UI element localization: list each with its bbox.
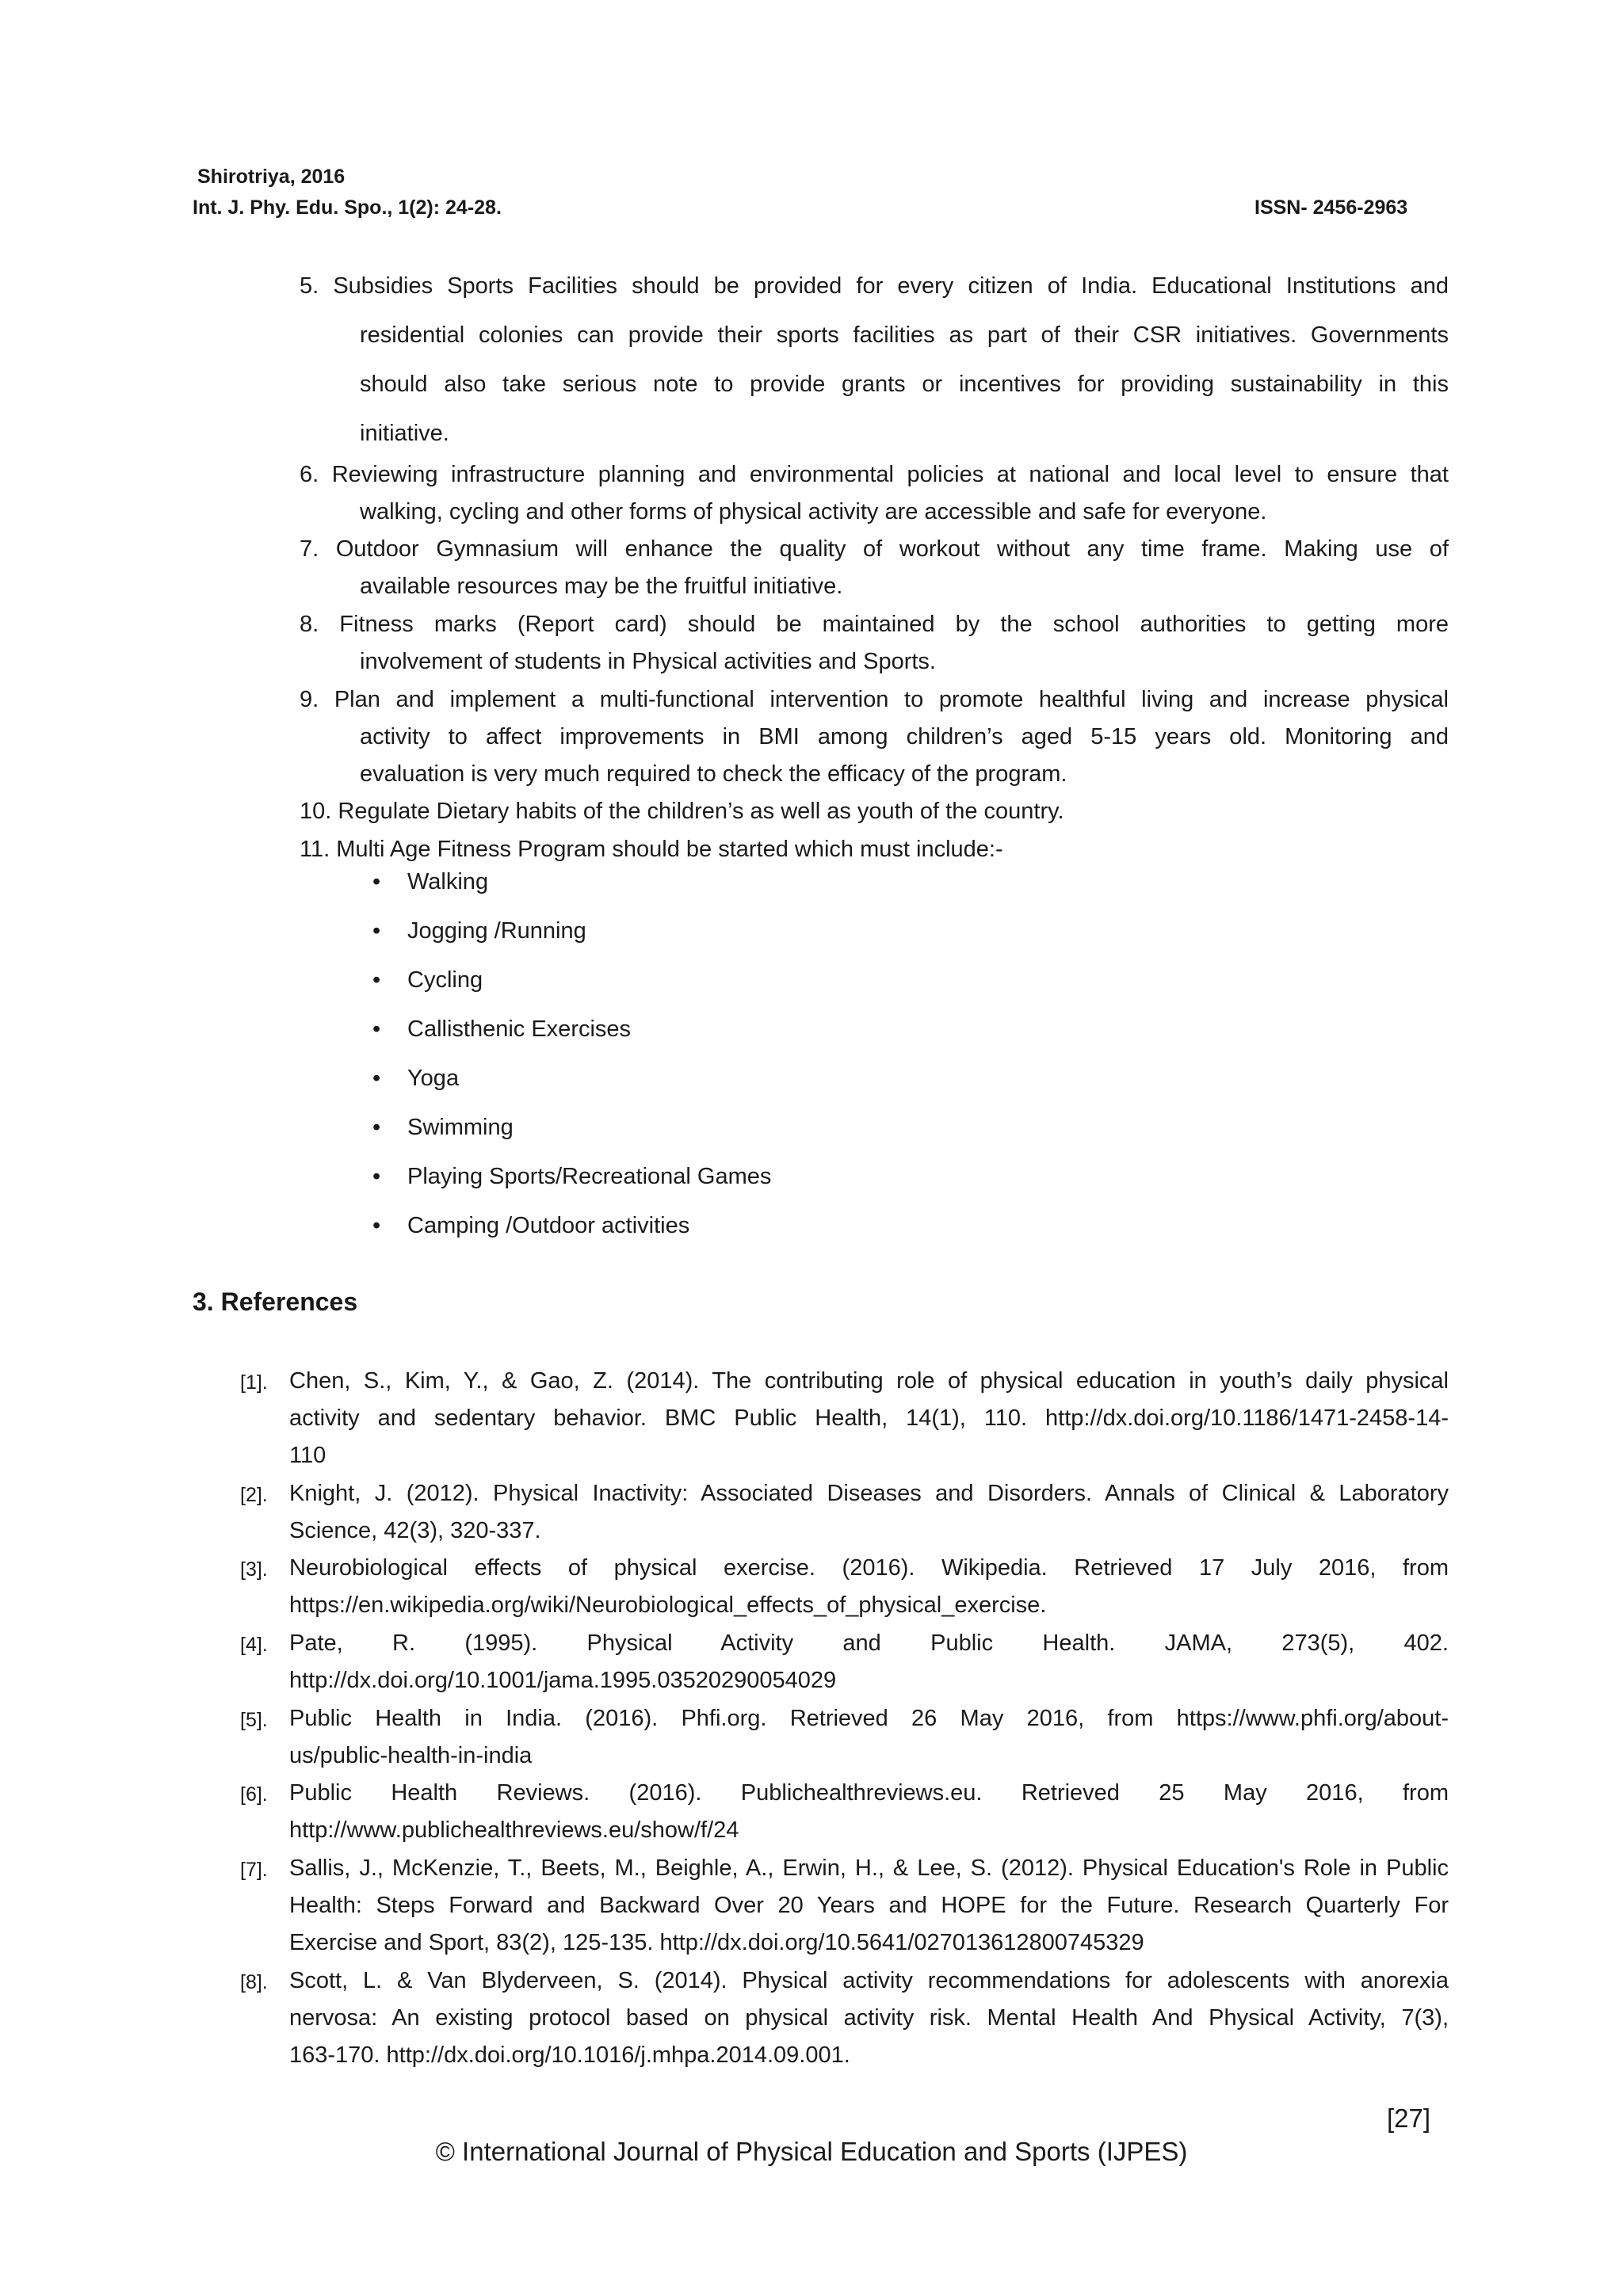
reference-line: us/public-health-in-india xyxy=(289,1743,533,1768)
bullet-item xyxy=(372,1213,689,1239)
bullet-dot-icon: • xyxy=(372,1164,381,1189)
reference-line: Science, 42(3), 320-337. xyxy=(289,1518,541,1543)
recommendation-item xyxy=(300,606,1449,681)
reference-line: Knight, J. (2012). Physical Inactivity: Associated Diseases and Disorders. Annals of Clinical & Laboratory xyxy=(289,1481,1449,1506)
recommendation-number: 8. xyxy=(300,612,319,637)
recommendation-continuation-line: should also take serious note to provide grants or incentives for providing sustainability in this xyxy=(360,372,1449,397)
recommendation-number: 5. xyxy=(300,273,319,299)
reference-item xyxy=(240,1550,1449,1624)
reference-line: Exercise and Sport, 83(2), 125-135. http://dx.doi.org/10.5641/027013612800745329 xyxy=(289,1930,1144,1955)
recommendation-number: 9. xyxy=(300,687,319,712)
reference-line: Sallis, J., McKenzie, T., Beets, M., Beighle, A., Erwin, H., & Lee, S. (2012). Physical Education's Role in Public xyxy=(289,1855,1449,1881)
recommendation-continuation-line: initiative. xyxy=(360,421,449,446)
recommendation-number: 11. xyxy=(300,837,330,862)
reference-item xyxy=(240,1625,1449,1699)
recommendation-text: Subsidies Sports Facilities should be provided for every citizen of India. Educational Institutions and xyxy=(333,273,1449,299)
bullet-dot-icon: • xyxy=(372,918,381,944)
recommendation-text: Outdoor Gymnasium will enhance the quality of workout without any time frame. Making use of xyxy=(335,536,1449,562)
recommendation-first-line xyxy=(300,606,1449,643)
reference-line: Scott, L. & Van Blyderveen, S. (2014). Physical activity recommendations for adolescents with anorexia xyxy=(289,1968,1449,1993)
bullet-dot-icon: • xyxy=(372,1066,381,1091)
recommendation-text: Plan and implement a multi-functional intervention to promote healthful living and increase physical xyxy=(334,687,1449,712)
bullet-item xyxy=(372,967,483,994)
bullet-dot-icon: • xyxy=(372,1115,381,1140)
reference-number: [1]. xyxy=(240,1371,268,1394)
reference-line: nervosa: An existing protocol based on physical activity risk. Mental Health And Physical Activity, 7(3), xyxy=(289,2005,1449,2031)
recommendation-continuation-line: residential colonies can provide their sports facilities as part of their CSR initiatives. Governments xyxy=(360,322,1449,348)
recommendation-continuation-line: involvement of students in Physical activities and Sports. xyxy=(360,649,936,674)
reference-line: Neurobiological effects of physical exercise. (2016). Wikipedia. Retrieved 17 July 2016, from xyxy=(289,1555,1449,1581)
reference-line: 163-170. http://dx.doi.org/10.1016/j.mhpa.2014.09.001. xyxy=(289,2042,850,2068)
reference-text xyxy=(289,1363,1449,1474)
page-number: [27] xyxy=(1387,2103,1431,2133)
recommendation-number: 10. xyxy=(300,799,332,824)
recommendation-item xyxy=(300,261,1449,458)
recommendation-text: Fitness marks (Report card) should be maintained by the school authorities to getting more xyxy=(339,612,1449,637)
bullet-text: Jogging /Running xyxy=(407,918,586,944)
reference-line: http://dx.doi.org/10.1001/jama.1995.03520290054029 xyxy=(289,1668,837,1693)
recommendation-first-line xyxy=(300,456,1449,494)
bullet-dot-icon: • xyxy=(372,1016,381,1042)
reference-line: http://www.publichealthreviews.eu/show/f/24 xyxy=(289,1817,739,1843)
bullet-text: Callisthenic Exercises xyxy=(407,1016,632,1042)
recommendation-text: Reviewing infrastructure planning and environmental policies at national and local level to ensure that xyxy=(331,462,1449,487)
reference-text xyxy=(289,1700,1449,1775)
recommendation-text: Multi Age Fitness Program should be started which must include:- xyxy=(336,837,1003,862)
recommendation-continuation-line: available resources may be the fruitful initiative. xyxy=(360,574,843,599)
bullet-dot-icon: • xyxy=(372,1213,381,1238)
bullet-item xyxy=(372,1115,514,1141)
reference-line: Public Health Reviews. (2016). Publichealthreviews.eu. Retrieved 25 May 2016, from xyxy=(289,1780,1449,1806)
recommendation-item xyxy=(300,456,1449,531)
recommendation-first-line xyxy=(300,261,1449,311)
bullet-dot-icon: • xyxy=(372,967,381,993)
bullet-text: Swimming xyxy=(407,1115,514,1140)
reference-number: [5]. xyxy=(240,1709,268,1731)
bullet-text: Cycling xyxy=(407,967,483,993)
reference-line: Chen, S., Kim, Y., & Gao, Z. (2014). The contributing role of physical education in youth’s daily physical xyxy=(289,1368,1449,1394)
recommendation-item xyxy=(300,793,1449,830)
bullet-text: Walking xyxy=(407,869,489,894)
footer-copyright: © International Journal of Physical Education and Sports (IJPES) xyxy=(435,2137,1188,2166)
recommendation-number: 6. xyxy=(300,462,319,487)
reference-line: Pate, R. (1995). Physical Activity and Public Health. JAMA, 273(5), 402. xyxy=(289,1630,1449,1656)
recommendation-continuation-line: walking, cycling and other forms of physical activity are accessible and safe for everyone. xyxy=(360,499,1267,524)
reference-line: activity and sedentary behavior. BMC Public Health, 14(1), 110. http://dx.doi.org/10.1186/1471-2458-14- xyxy=(289,1405,1449,1431)
header-author: Shirotriya, 2016 xyxy=(197,166,346,188)
reference-number: [4]. xyxy=(240,1634,268,1656)
bullet-item xyxy=(372,1164,771,1190)
bullet-text: Camping /Outdoor activities xyxy=(407,1213,690,1238)
reference-number: [6]. xyxy=(240,1783,268,1806)
reference-line: Public Health in India. (2016). Phfi.org. Retrieved 26 May 2016, from https://www.phfi.org/about- xyxy=(289,1706,1449,1731)
reference-line: 110 xyxy=(289,1443,327,1468)
recommendation-number: 7. xyxy=(300,536,319,562)
reference-text xyxy=(289,1850,1449,1962)
bullet-item xyxy=(372,918,586,944)
recommendation-continuation-line: evaluation is very much required to check the efficacy of the program. xyxy=(360,761,1067,787)
recommendation-first-line xyxy=(300,793,1449,830)
recommendation-item xyxy=(300,531,1449,605)
reference-line: Health: Steps Forward and Backward Over 20 Years and HOPE for the Future. Research Quarterly For xyxy=(289,1893,1449,1918)
bullet-item xyxy=(372,1066,459,1092)
reference-text xyxy=(289,1962,1449,2074)
recommendation-continuation-line: activity to affect improvements in BMI among children’s aged 5-15 years old. Monitoring and xyxy=(360,724,1449,749)
reference-number: [2]. xyxy=(240,1484,268,1506)
header-journal: Int. J. Phy. Edu. Spo., 1(2): 24-28. xyxy=(193,196,502,219)
reference-line: https://en.wikipedia.org/wiki/Neurobiological_effects_of_physical_exercise. xyxy=(289,1592,1047,1618)
reference-item xyxy=(240,1850,1449,1962)
reference-item xyxy=(240,1475,1449,1550)
reference-number: [3]. xyxy=(240,1558,268,1581)
bullet-item xyxy=(372,869,488,895)
reference-item xyxy=(240,1363,1449,1474)
header-issn: ISSN- 2456-2963 xyxy=(1254,196,1408,219)
recommendation-first-line xyxy=(300,531,1449,568)
recommendation-item xyxy=(300,831,1449,868)
recommendation-first-line xyxy=(300,831,1449,868)
reference-item xyxy=(240,1962,1449,2074)
bullet-dot-icon: • xyxy=(372,869,381,894)
reference-text xyxy=(289,1475,1449,1550)
references-heading: 3. References xyxy=(193,1287,358,1316)
reference-text xyxy=(289,1550,1449,1624)
recommendation-text: Regulate Dietary habits of the children’s as well as youth of the country. xyxy=(338,799,1064,824)
reference-item xyxy=(240,1775,1449,1849)
bullet-text: Playing Sports/Recreational Games xyxy=(407,1164,772,1189)
reference-item xyxy=(240,1700,1449,1775)
bullet-text: Yoga xyxy=(407,1066,460,1091)
reference-number: [7]. xyxy=(240,1859,268,1881)
recommendation-item xyxy=(300,681,1449,793)
recommendation-first-line xyxy=(300,681,1449,719)
bullet-item xyxy=(372,1016,631,1043)
reference-text xyxy=(289,1775,1449,1849)
reference-text xyxy=(289,1625,1449,1699)
reference-number: [8]. xyxy=(240,1971,268,1993)
